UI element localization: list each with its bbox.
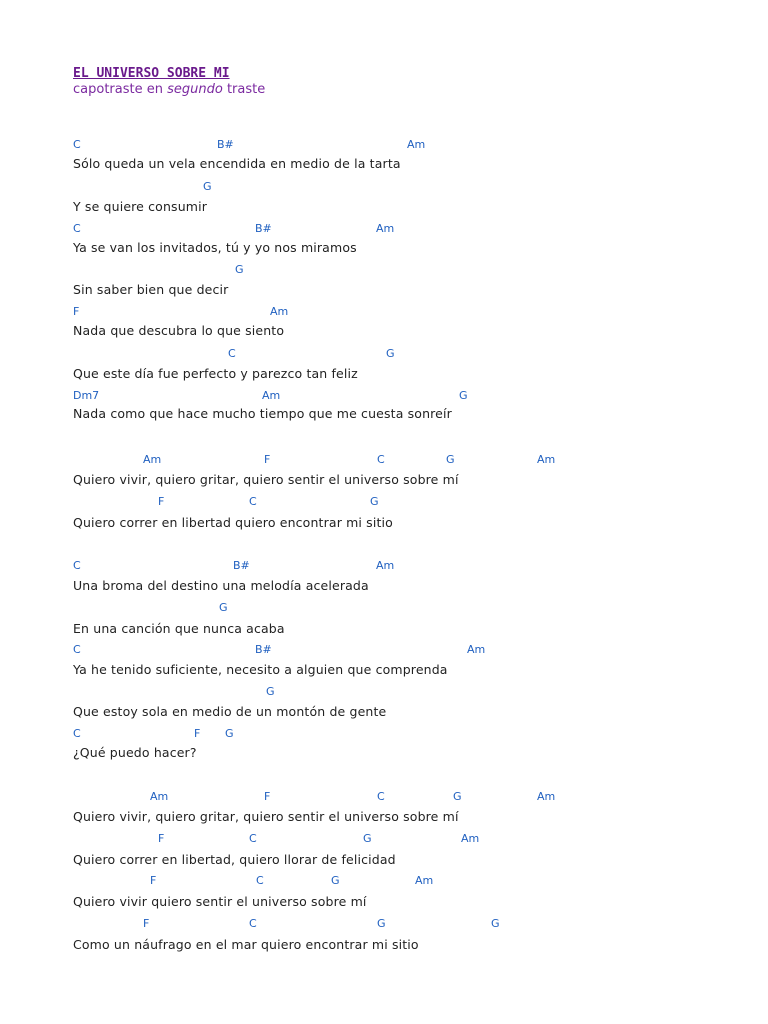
lyric-line: Quiero vivir, quiero gritar, quiero sentir el universo sobre mí [73,809,459,824]
chord: C [73,222,81,235]
chord: Am [270,305,289,318]
chord: G [453,790,462,803]
capo-note-text: capotraste en [73,82,168,97]
chord: Am [467,643,486,656]
chord: C [377,453,385,466]
chord: G [203,180,212,193]
lyric-line: Ya se van los invitados, tú y yo nos miramos [73,240,357,255]
chord: G [446,453,455,466]
lyric-line: Quiero vivir, quiero gritar, quiero sentir el universo sobre mí [73,472,459,487]
chord: C [73,643,81,656]
lyric-line: Y se quiere consumir [73,199,207,214]
chord: G [235,263,244,276]
lyric-line: Quiero correr en libertad, quiero llorar de felicidad [73,852,396,867]
chord: C [249,832,257,845]
lyric-line: Quiero vivir quiero sentir el universo sobre mí [73,894,367,909]
capo-note-emphasis: segundo [167,82,223,97]
chord: G [331,874,340,887]
chord: F [158,832,165,845]
chord: G [377,917,386,930]
chord: F [264,790,271,803]
chord: G [219,601,228,614]
lyric-line: En una canción que nunca acaba [73,621,285,636]
lyric-line: Que este día fue perfecto y parezco tan feliz [73,366,358,381]
chord: G [225,727,234,740]
chord: Am [537,453,556,466]
lyric-line: Nada como que hace mucho tiempo que me cuesta sonreír [73,406,452,421]
chord: B# [217,138,234,151]
chord: Am [376,222,395,235]
chord: F [194,727,201,740]
chord: B# [255,222,272,235]
chord: F [150,874,157,887]
chord: Am [537,790,556,803]
lyric-line: Nada que descubra lo que siento [73,323,285,338]
chord: C [73,559,81,572]
chord: C [73,727,81,740]
chord: C [228,347,236,360]
chord: B# [233,559,250,572]
lyric-line: Sin saber bien que decir [73,282,229,297]
chord: Am [262,389,281,402]
chord: G [370,495,379,508]
chord: G [491,917,500,930]
chord: Am [461,832,480,845]
chord: Am [376,559,395,572]
chord: Am [407,138,426,151]
chord: C [256,874,264,887]
chord: Dm7 [73,389,100,402]
capo-note [73,81,265,99]
chord: G [266,685,275,698]
lyric-line: Una broma del destino una melodía acelerada [73,578,369,593]
lyric-line: Como un náufrago en el mar quiero encontrar mi sitio [73,937,419,952]
chord: F [143,917,150,930]
chord: G [363,832,372,845]
chord: G [386,347,395,360]
chord: F [264,453,271,466]
chord: F [158,495,165,508]
chord: C [377,790,385,803]
capo-note-text-end: traste [222,82,266,97]
chord: G [459,389,468,402]
chord: C [249,917,257,930]
lyric-line: Que estoy sola en medio de un montón de gente [73,704,387,719]
lyric-line: Quiero correr en libertad quiero encontrar mi sitio [73,515,393,530]
chord: Am [150,790,169,803]
lyric-line: ¿Qué puedo hacer? [73,745,197,760]
chord: C [249,495,257,508]
chord: Am [415,874,434,887]
chord: F [73,305,80,318]
chord: Am [143,453,162,466]
chord: B# [255,643,272,656]
chord: C [73,138,81,151]
lyric-line: Ya he tenido suficiente, necesito a alguien que comprenda [73,662,448,677]
lyric-line: Sólo queda un vela encendida en medio de la tarta [73,156,401,171]
song-title: EL UNIVERSO SOBRE MI [73,66,230,81]
